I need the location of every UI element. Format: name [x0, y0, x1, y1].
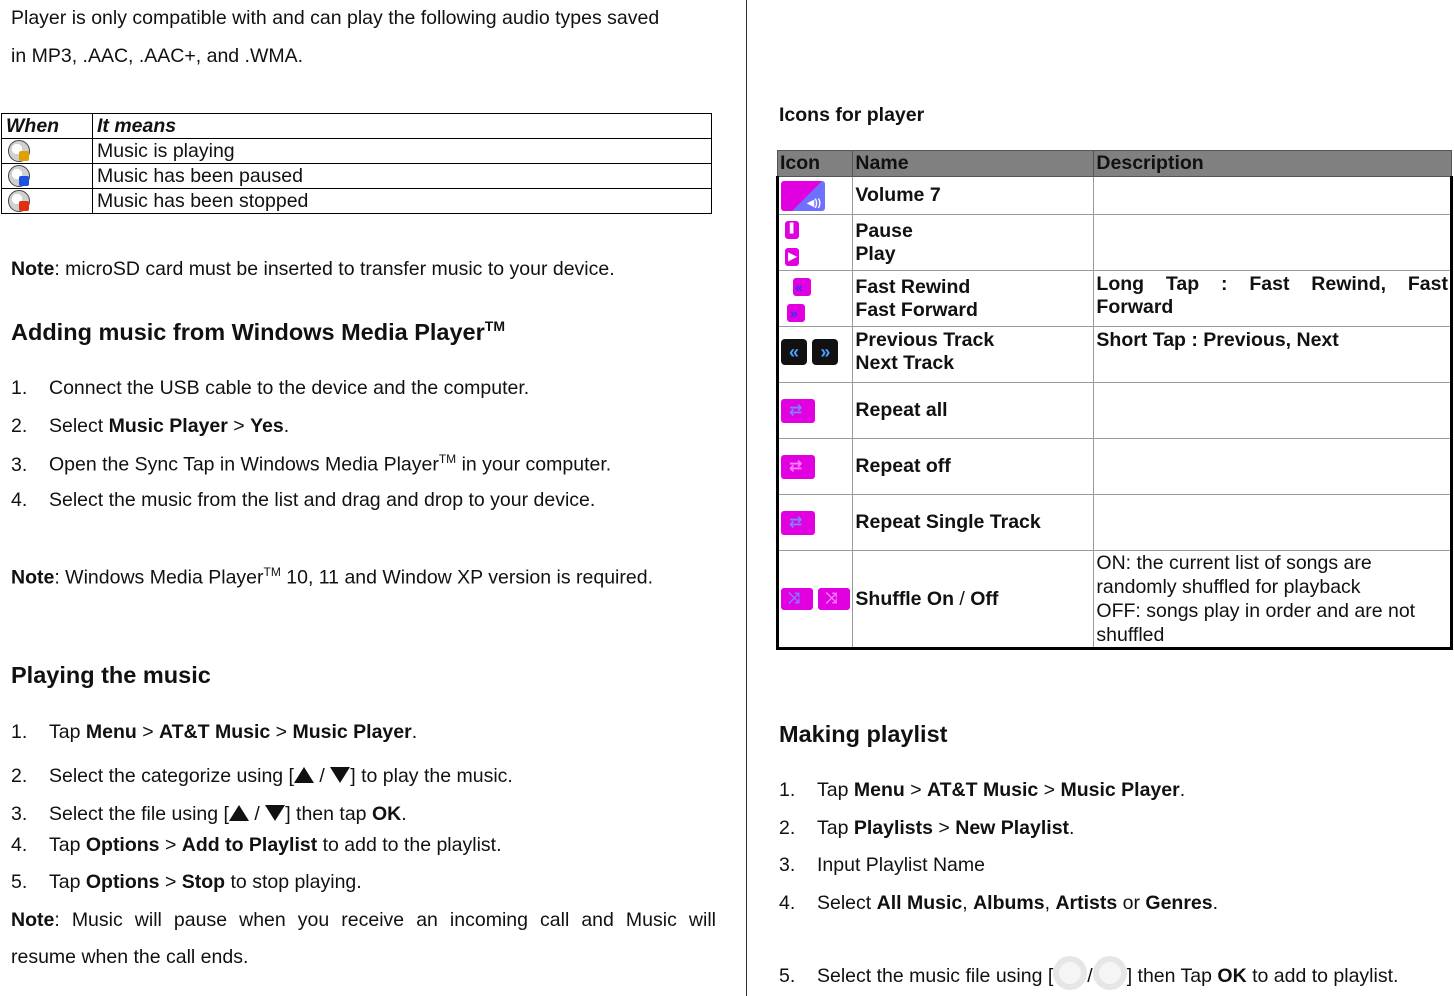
stopped-icon	[8, 190, 30, 212]
icon-description: OFF: songs play in order and are not	[1096, 600, 1416, 622]
list-item: 4. Tap Options > Add to Playlist to add to the playlist.	[11, 834, 502, 856]
repeat-single-icon: ⇄	[781, 511, 815, 535]
header-when: When	[2, 114, 93, 139]
icon-description: Long Tap : Fast Rewind, Fast	[1096, 273, 1448, 295]
down-nav-icon	[1053, 956, 1087, 990]
icon-name: Play	[855, 242, 896, 265]
volume-icon: ◀))	[781, 181, 825, 211]
pause-icon: ❚❚	[785, 221, 799, 239]
header-it-means: It means	[93, 114, 712, 139]
header-description: Description	[1094, 151, 1452, 177]
up-arrow-icon	[294, 767, 314, 783]
icon-description: randomly shuffled for playback	[1096, 576, 1361, 598]
list-item: 1. Tap Menu > AT&T Music > Music Player.	[779, 779, 1186, 801]
note-windows-version: Note: Windows Media Player™ 10, 11 and Window XP version is required.	[11, 565, 653, 589]
list-item: 1. Tap Menu > AT&T Music > Music Player.	[11, 721, 418, 743]
down-arrow-icon	[265, 805, 285, 821]
note-microsd: Note: microSD card must be inserted to transfer music to your device.	[11, 258, 615, 280]
icons-table	[776, 150, 1453, 650]
intro-line-2: in MP3, .AAC, .AAC+, and .WMA.	[11, 45, 304, 67]
note-incoming-call: Note: Music will pause when you receive an incoming call and Music will	[11, 909, 716, 931]
header-name: Name	[853, 151, 1094, 177]
icon-name: Pause	[855, 219, 913, 242]
icon-name: Previous Track	[855, 329, 995, 351]
down-arrow-icon	[330, 767, 350, 783]
meaning: Music has been paused	[93, 164, 712, 189]
table-header-row	[2, 114, 712, 139]
icon-description: Forward	[1096, 296, 1174, 318]
shuffle-on-icon: ⤨	[781, 588, 813, 610]
icon-name: Volume 7	[853, 177, 1094, 215]
repeat-off-icon: ⇄	[781, 455, 815, 479]
icon-name: Repeat all	[853, 383, 1094, 439]
list-item: 2. Select Music Player > Yes.	[11, 415, 290, 437]
table-row	[778, 439, 1452, 495]
table-row	[2, 189, 712, 214]
icon-name: Repeat off	[853, 439, 1094, 495]
icon-name: Repeat Single Track	[853, 495, 1094, 551]
list-item: 1. Connect the USB cable to the device and the computer.	[11, 377, 530, 399]
column-divider	[746, 0, 747, 996]
repeat-all-icon: ⇄	[781, 399, 815, 423]
meaning: Music is playing	[93, 139, 712, 164]
list-item: 2. Select the categorize using [ / ] to play the music.	[11, 765, 513, 787]
list-item: 5. Tap Options > Stop to stop playing.	[11, 871, 362, 893]
paused-icon	[8, 165, 30, 187]
heading-playing-music: Playing the music	[11, 662, 211, 688]
table-row	[778, 327, 1452, 383]
table-row	[2, 139, 712, 164]
table-row	[778, 215, 1452, 271]
list-item: 2. Tap Playlists > New Playlist.	[779, 817, 1075, 839]
play-icon: ▶	[785, 248, 799, 266]
icons-heading: Icons for player	[779, 104, 925, 126]
heading-adding-music: Adding music from Windows Media Player™	[11, 318, 505, 345]
up-arrow-icon	[229, 805, 249, 821]
table-header-row	[778, 151, 1452, 177]
up-nav-icon	[1093, 956, 1127, 990]
table-row	[778, 177, 1452, 215]
playing-icon	[8, 140, 30, 162]
note-incoming-call-cont: resume when the call ends.	[11, 946, 249, 968]
previous-icon: «	[781, 339, 807, 365]
icon-name: Shuffle On / Off	[853, 551, 1094, 649]
list-item: 4. Select All Music, Albums, Artists or Genres.	[779, 892, 1219, 914]
list-item: 3. Input Playlist Name	[779, 854, 985, 876]
icon-name: Next Track	[855, 352, 955, 374]
status-table	[1, 113, 712, 214]
icon-name: Fast Rewind	[855, 275, 971, 298]
table-row	[778, 271, 1452, 327]
list-item: 4. Select the music from the list and drag and drop to your device.	[11, 489, 596, 511]
icon-description: ON: the current list of songs are	[1096, 552, 1372, 574]
icon-description: shuffled	[1096, 624, 1165, 646]
table-row	[778, 495, 1452, 551]
table-row	[778, 551, 1452, 649]
next-icon: »	[812, 339, 838, 365]
table-row	[778, 383, 1452, 439]
list-item: 3. Select the file using [ / ] then tap OK.	[11, 803, 407, 825]
shuffle-off-icon: ⤨	[818, 588, 850, 610]
list-item: 3. Open the Sync Tap in Windows Media Player™ in your computer.	[11, 452, 612, 476]
heading-making-playlist: Making playlist	[779, 721, 948, 747]
icon-name: Fast Forward	[855, 298, 978, 321]
table-row	[2, 164, 712, 189]
icon-description: Short Tap : Previous, Next	[1094, 327, 1452, 383]
meaning: Music has been stopped	[93, 189, 712, 214]
forward-icon: »	[787, 304, 805, 322]
intro-line-1: Player is only compatible with and can play the following audio types saved	[11, 7, 660, 29]
list-item: 5. Select the music file using [ / ] then Tap OK to add to playlist.	[779, 956, 1398, 990]
rewind-icon: «	[793, 278, 811, 296]
header-icon: Icon	[778, 151, 853, 177]
